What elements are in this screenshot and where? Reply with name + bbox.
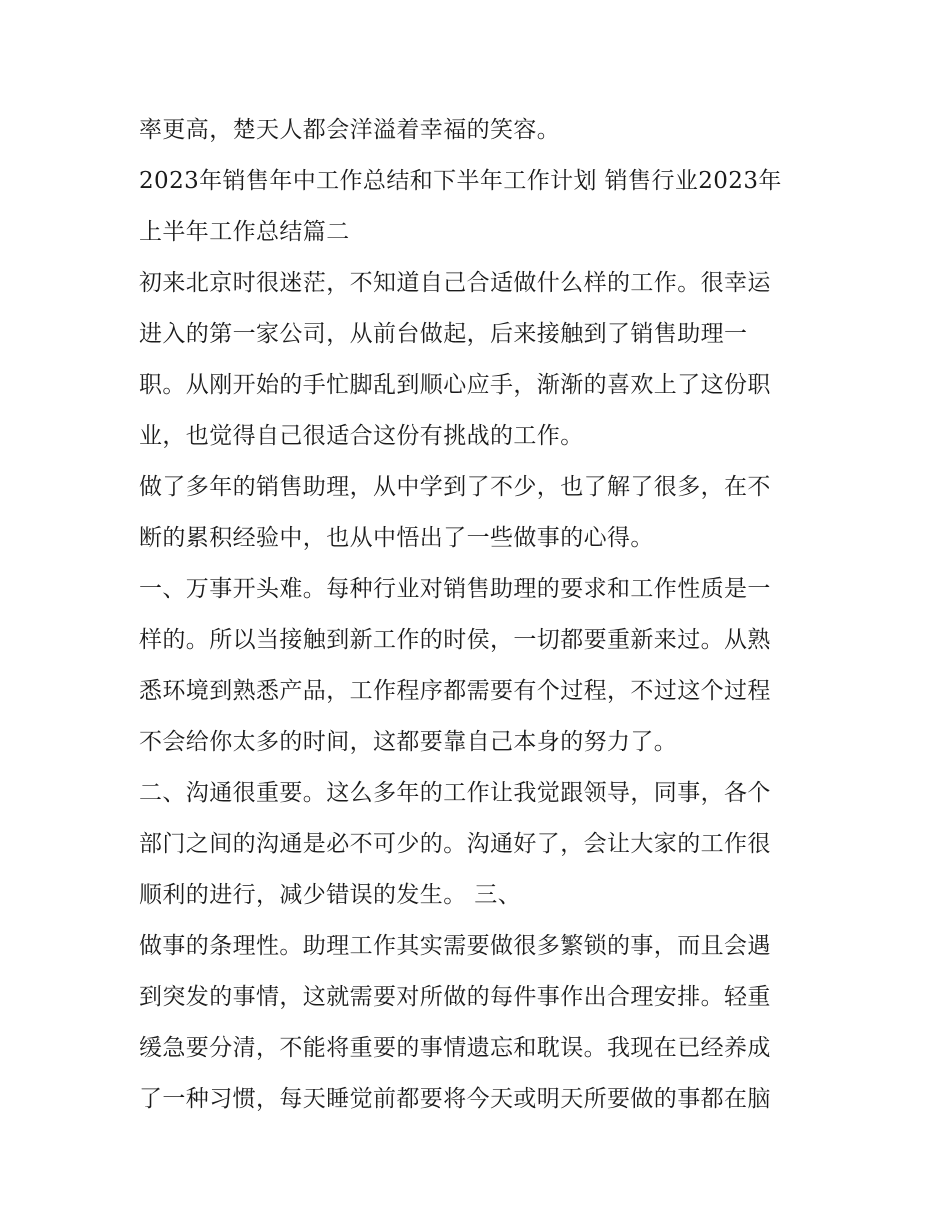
text-line: 率更高，楚天人都会洋溢着幸福的笑容。	[139, 117, 561, 143]
text-line: 到突发的事情，这就需要对所做的每件事作出合理安排。轻重	[139, 984, 771, 1010]
text-line: 职。从刚开始的手忙脚乱到顺心应手，渐渐的喜欢上了这份职	[139, 372, 771, 398]
document-body	[139, 105, 819, 1125]
text-line: 悉环境到熟悉产品，工作程序都需要有个过程，不过这个过程	[139, 678, 771, 704]
section-heading-line: 2023年销售年中工作总结和下半年工作计划 销售行业2023年	[139, 168, 782, 194]
text-line: 初来北京时很迷茫，不知道自己合适做什么样的工作。很幸运	[139, 270, 771, 296]
text-line: 一、万事开头难。每种行业对销售助理的要求和工作性质是一	[139, 576, 771, 602]
text-line: 二、沟通很重要。这么多年的工作让我觉跟领导，同事，各个	[139, 780, 771, 806]
text-line: 不会给你太多的时间，这都要靠自己本身的努力了。	[139, 729, 678, 755]
text-line: 进入的第一家公司，从前台做起，后来接触到了销售助理一	[139, 321, 748, 347]
text-line: 业，也觉得自己很适合这份有挑战的工作。	[139, 423, 584, 449]
text-line: 部门之间的沟通是必不可少的。沟通好了，会让大家的工作很	[139, 831, 771, 857]
text-line: 顺利的进行，减少错误的发生。 三、	[139, 882, 522, 908]
text-line: 缓急要分清，不能将重要的事情遗忘和耽误。我现在已经养成	[139, 1035, 771, 1061]
text-line: 断的累积经验中，也从中悟出了一些做事的心得。	[139, 525, 654, 551]
text-line: 了一种习惯，每天睡觉前都要将今天或明天所要做的事都在脑	[139, 1086, 771, 1112]
text-line: 做了多年的销售助理，从中学到了不少，也了解了很多，在不	[139, 474, 771, 500]
text-line: 样的。所以当接触到新工作的时侯，一切都要重新来过。从熟	[139, 627, 771, 653]
section-heading-line: 上半年工作总结篇二	[139, 219, 350, 245]
text-line: 做事的条理性。助理工作其实需要做很多繁锁的事，而且会遇	[139, 933, 771, 959]
